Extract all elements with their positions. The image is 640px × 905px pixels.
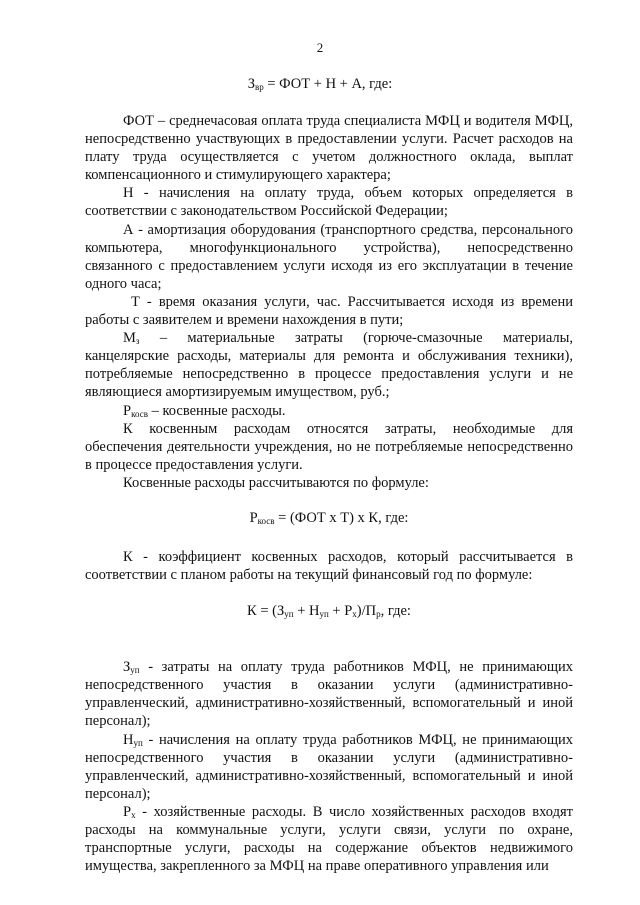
symbol-h: Н <box>123 731 134 748</box>
paragraph-a: А - амортизация оборудования (транспортного средства, персонального компьютера, многофункционального устройства), непосредственно связанного с предоставлением услуги исходя из его эксплуатации в течение одного часа; <box>85 221 573 292</box>
formula-subscript: вр <box>255 82 264 92</box>
formula-expression: = ФОТ + Н + А, где: <box>263 76 393 92</box>
document-body <box>85 112 573 875</box>
formula-part: К = (З <box>247 603 285 620</box>
formula-subscript: уп <box>319 609 329 620</box>
paragraph-z-up <box>85 658 573 730</box>
paragraph-z-text: - затраты на оплату труда работников МФЦ, не принимающих непосредственного участия в оказании услуги (административно-управленческий, административно-хозяйственный, вспомогательный и иной персонал); <box>85 659 573 730</box>
paragraph-r-x <box>85 803 573 875</box>
page-number: 2 <box>316 40 324 55</box>
paragraph-r-text: – косвенные расходы. <box>147 402 286 419</box>
symbol-z: З <box>123 659 131 676</box>
paragraph-h-up <box>85 731 573 803</box>
formula-subscript: х <box>352 609 357 620</box>
paragraph-r <box>85 402 573 420</box>
paragraph-formula-intro: Косвенные расходы рассчитываются по формуле: <box>123 474 429 491</box>
formula-k <box>85 602 573 622</box>
subscript-z: з <box>135 336 140 347</box>
subscript-kosv: косв <box>131 408 148 419</box>
formula-total-cost <box>0 76 640 93</box>
subscript-up: уп <box>130 665 140 676</box>
paragraph-rx-text: - хозяйственные расходы. В число хозяйственных расходов входят расходы на коммунальные услуги, услуги связи, услуги по охране, транспортные услуги, расходы на содержание объектов недвижимого имущества, закрепленного за МФЦ на праве оперативного управления или <box>85 803 573 875</box>
formula-subscript: уп <box>284 609 294 620</box>
paragraph-h-text: - начисления на оплату труда работников МФЦ, не принимающих непосредственного участия в оказании услуги (административно-управленческий, административно-хозяйственный, вспомогательный и иной персонал); <box>85 731 573 802</box>
paragraph-m-text: – материальные затраты (горюче-смазочные материалы, канцелярские расходы, материалы для ремонта и обслуживания техники), потребляемые непосредственно в процессе предоставления услуги и не являющиеся амортизируемым имуществом, руб.; <box>85 330 573 401</box>
symbol-r: Р <box>123 402 132 419</box>
symbol-r: Р <box>123 803 132 820</box>
formula-symbol: Р <box>249 509 258 526</box>
paragraph-k-coef: К - коэффициент косвенных расходов, который рассчитывается в соответствии с планом работы на текущий финансовый год по формуле: <box>85 548 573 584</box>
paragraph-indirect: К косвенным расходам относятся затраты, необходимые для обеспечения деятельности учреждения, но не потребляемые непосредственно в процессе предоставления услуги. <box>85 420 573 473</box>
paragraph-n: Н - начисления на оплату труда, объем которых определяется в соответствии с законодательством Российской Федерации; <box>85 185 573 220</box>
formula-expression: = (ФОТ х Т) х К, где: <box>274 509 409 526</box>
formula-part: , где: <box>380 603 411 620</box>
formula-part: + Р <box>328 603 353 620</box>
formula-subscript: косв <box>257 515 275 526</box>
formula-part: + Н <box>293 603 320 620</box>
formula-symbol: З <box>247 76 255 92</box>
paragraph-m <box>85 329 573 401</box>
paragraph-t: Т - время оказания услуги, час. Рассчитывается исходя из времени работы с заявителем и времени нахождения в пути; <box>85 293 573 329</box>
paragraph-fot: ФОТ – среднечасовая оплата труда специалиста МФЦ и водителя МФЦ, непосредственно участвующих в предоставлении услуги. Расчет расходов на плату труда осуществляется с учетом должностного оклада, выплат компенсационного и стимулирующего характера; <box>85 113 573 184</box>
symbol-m: М <box>123 330 136 347</box>
formula-subscript: р <box>376 609 381 620</box>
formula-part: )/П <box>356 603 377 620</box>
formula-indirect-costs <box>85 509 573 529</box>
subscript-up: уп <box>133 737 143 748</box>
subscript-x: х <box>131 809 136 820</box>
